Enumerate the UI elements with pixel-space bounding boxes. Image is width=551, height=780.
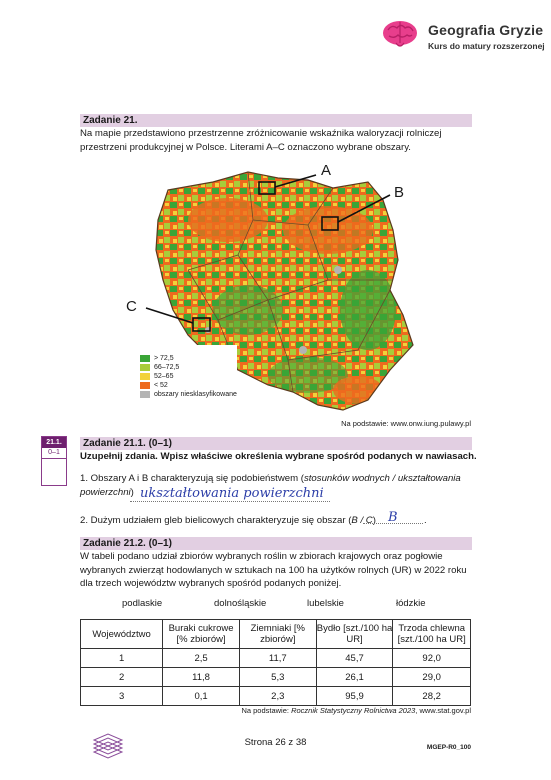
answer-1-handwritten: ukształtowania powierzchni: [140, 486, 324, 501]
legend-item: 66–72,5: [140, 363, 237, 372]
voivodeship-option: łódzkie: [396, 598, 426, 609]
voivodeship-option: podlaskie: [122, 598, 163, 609]
brain-icon: [380, 18, 420, 52]
task-21-1-instruction: Uzupełnij zdania. Wpisz właściwe określenia wybrane spośród podanych w nawiasach.: [80, 451, 477, 462]
task-21-1-title: Zadanie 21.1. (0–1): [80, 437, 472, 450]
map-label-c: C: [126, 298, 137, 315]
table-header: Buraki cukrowe [% zbiorów]: [163, 620, 240, 649]
table-cell: 29,0: [393, 668, 471, 687]
table-header-row: [81, 620, 471, 649]
task-21-title: Zadanie 21.: [80, 114, 472, 127]
table-cell: 45,7: [316, 649, 393, 668]
table-cell: 92,0: [393, 649, 471, 668]
map-legend: [140, 354, 237, 399]
legend-item: < 52: [140, 381, 237, 390]
map-source: Na podstawie: www.onw.iung.pulawy.pl: [341, 419, 471, 428]
sentence-1: 1. Obszary A i B charakteryzują się podobieństwem (stosunków wodnych / ukształtowania powierzchni): [80, 473, 461, 498]
map-label-a: A: [321, 162, 332, 179]
table-cell: 5,3: [239, 668, 316, 687]
table-cell: 2,3: [239, 687, 316, 706]
answer-2-handwritten: B: [388, 510, 398, 525]
data-table: [80, 619, 471, 706]
table-cell: 11,8: [163, 668, 240, 687]
voivodeship-option: dolnośląskie: [214, 598, 267, 609]
task-21-2-title: Zadanie 21.2. (0–1): [80, 537, 472, 550]
table-cell: 2,5: [163, 649, 240, 668]
brand-logo: [380, 18, 420, 52]
map-label-b: B: [394, 184, 405, 201]
task-21-intro: Na mapie przedstawiono przestrzenne zróżnicowanie wskaźnika waloryzacji rolniczej przestrzeni produkcyjnej w Polsce. Literami A–C oznaczono wybrane obszary.: [80, 128, 442, 153]
table-cell: 0,1: [163, 687, 240, 706]
table-cell: 26,1: [316, 668, 393, 687]
table-cell: 1: [81, 649, 163, 668]
sentence-2: 2. Dużym udziałem gleb bielicowych charakteryzuje się obszar (B / C): [80, 515, 376, 526]
table-header: Województwo: [81, 620, 163, 649]
brand-title: Geografia Gryzie: [428, 22, 544, 38]
table-row: [81, 649, 471, 668]
table-cell: 95,9: [316, 687, 393, 706]
table-row: [81, 668, 471, 687]
brand-subtitle: Kurs do matury rozszerzonej: [428, 41, 545, 51]
table-source: Na podstawie: Rocznik Statystyczny Rolnictwa 2023, www.stat.gov.pl: [241, 706, 471, 715]
table-header: Ziemniaki [% zbiorów]: [239, 620, 316, 649]
sentence-2-tail: .: [424, 515, 427, 526]
page-number: Strona 26 z 38: [244, 737, 307, 748]
table-header: Bydło [szt./100 ha UR]: [316, 620, 393, 649]
table-header: Trzoda chlewna [szt./100 ha UR]: [393, 620, 471, 649]
table-cell: 28,2: [393, 687, 471, 706]
table-row: [81, 687, 471, 706]
legend-item: > 72,5: [140, 354, 237, 363]
exam-code: MGEP-R0_100: [426, 744, 471, 751]
score-badge: 21.1. 0–1: [41, 436, 67, 486]
table-cell: 3: [81, 687, 163, 706]
legend-item: 52–65: [140, 372, 237, 381]
voivodeship-option: lubelskie: [307, 598, 344, 609]
table-cell: 11,7: [239, 649, 316, 668]
table-cell: 2: [81, 668, 163, 687]
legend-item: obszary niesklasyfikowane: [140, 390, 237, 399]
task-21-2-intro: W tabeli podano udział zbiorów wybranych roślin w zbiorach krajowych oraz pogłowie wybranych zwierząt hodowlanych w sztukach na 100 ha użytków rolnych (UR) w 2022 roku dla trzech województw wybranych spośród podanych poniżej.: [80, 551, 467, 589]
